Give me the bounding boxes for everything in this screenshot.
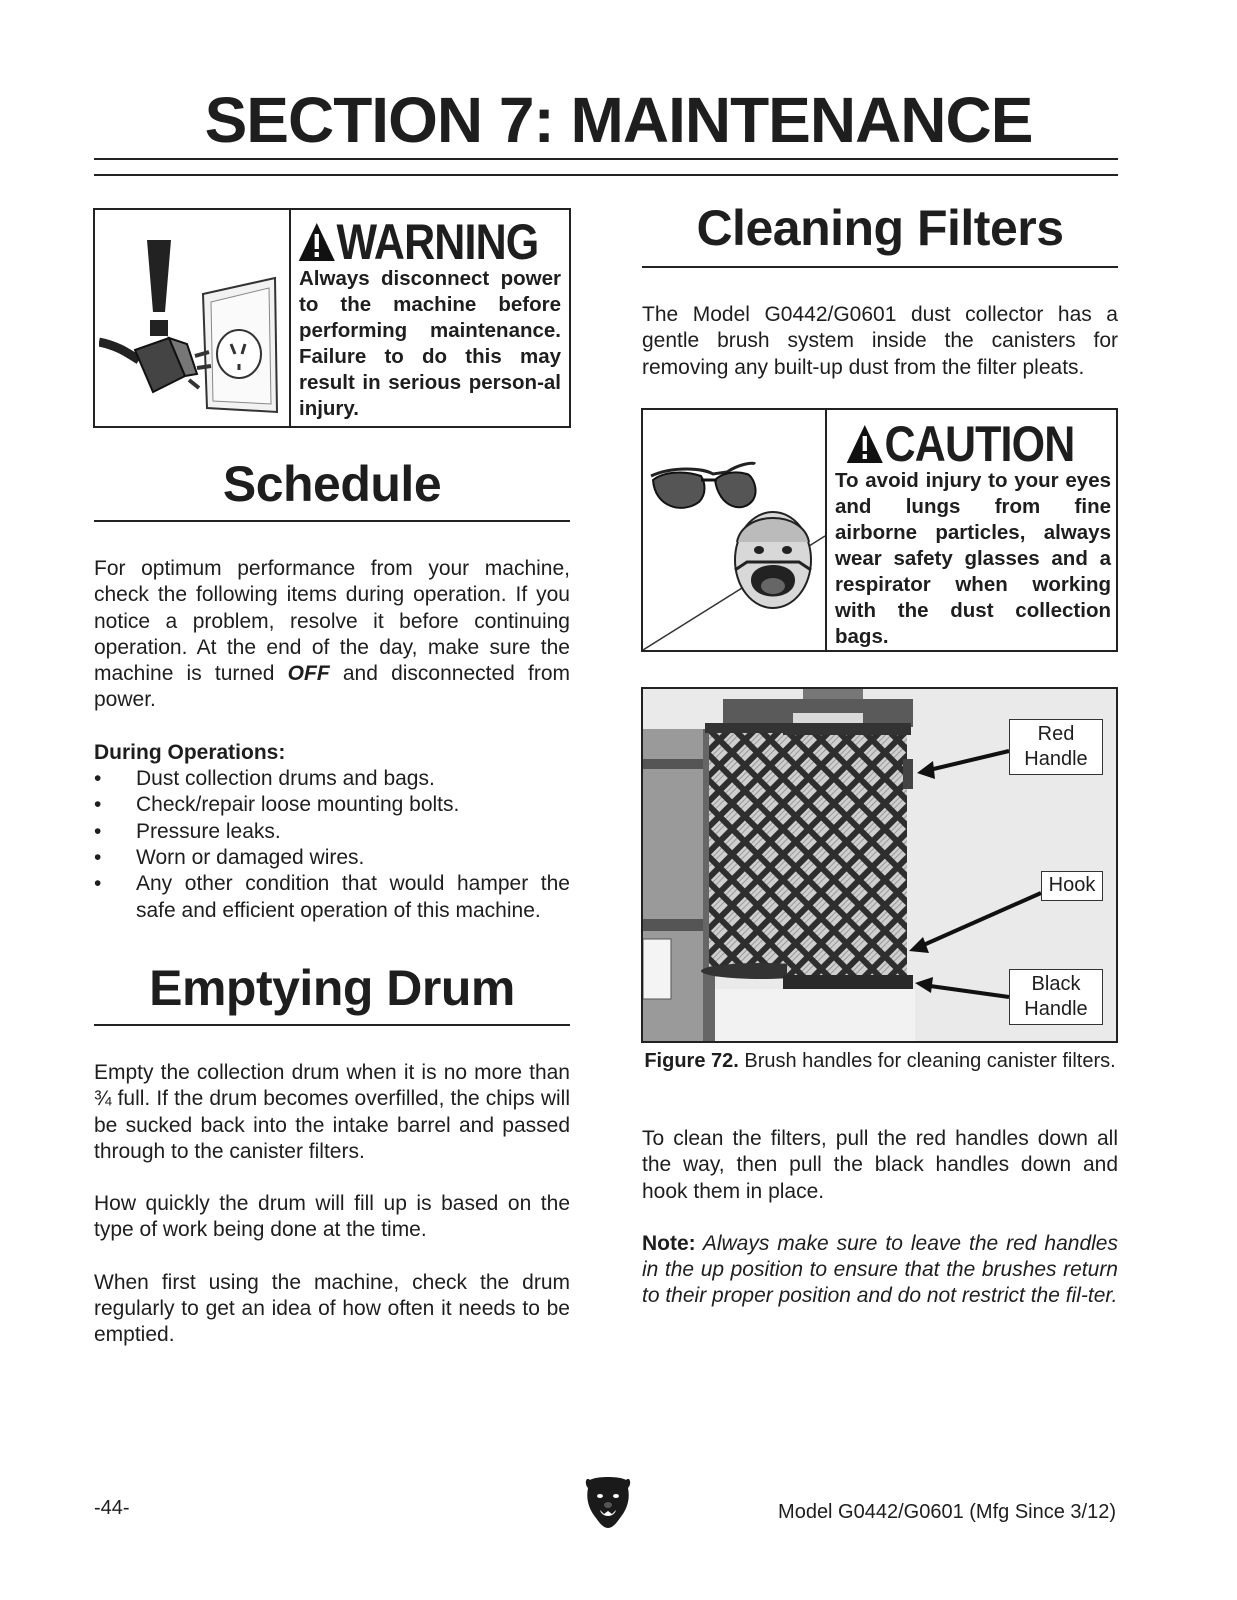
- cleaning-instructions: To clean the filters, pull the red handles down all the way, then pull the black handles down and hook them in place.: [642, 1127, 1118, 1203]
- cleaning-intro: The Model G0442/G0601 dust collector has a gentle brush system inside the canisters for removing any built-up dust from the filter pleats.: [642, 303, 1118, 379]
- cleaning-instructions-body: [642, 1126, 1118, 1336]
- grizzly-bear-logo: [584, 1474, 632, 1530]
- cleaning-filters-rule: [642, 266, 1118, 268]
- emptying-paragraph-2: How quickly the drum will fill up is based on the type of work being done at the time.: [94, 1192, 570, 1242]
- red-handle-label: Red Handle: [1009, 719, 1103, 775]
- hook-label: Hook: [1041, 871, 1103, 901]
- schedule-body: [94, 556, 570, 924]
- caution-box: [641, 408, 1118, 652]
- title-rule-bottom: [94, 174, 1118, 176]
- operations-checklist: [94, 766, 570, 924]
- figure-72-caption: Figure 72. Brush handles for cleaning canister filters.: [644, 1050, 1116, 1072]
- caution-signal-word: [845, 416, 1074, 472]
- list-item: • Dust collection drums and bags.: [94, 767, 435, 791]
- schedule-rule: [94, 520, 570, 522]
- emptying-drum-rule: [94, 1024, 570, 1026]
- during-operations-heading: During Operations:: [94, 740, 286, 764]
- safety-glasses-respirator-icon: [643, 410, 825, 650]
- title-rule-top: [94, 158, 1118, 160]
- list-item: • Pressure leaks.: [94, 819, 281, 843]
- list-item: • Worn or damaged wires.: [94, 845, 365, 869]
- off-emphasis: OFF: [287, 662, 330, 686]
- list-item: • Check/repair loose mounting bolts.: [94, 793, 460, 817]
- warning-signal-word: [297, 214, 538, 270]
- warning-box: [93, 208, 571, 428]
- model-footer: Model G0442/G0601 (Mfg Since 3/12): [778, 1501, 1116, 1523]
- page-number: -44-: [94, 1497, 130, 1519]
- cleaning-note: [642, 1231, 1118, 1310]
- schedule-intro: For optimum performance from your machine, check the following items during operation. If you notice a problem, resolve it before continuing operation. At the end of the day, make sure the machine is turned OFF and disconnected from power.: [94, 557, 571, 712]
- caution-triangle-icon: [845, 423, 885, 465]
- emptying-drum-body: [94, 1060, 570, 1375]
- section-title: SECTION 7: MAINTENANCE: [204, 84, 1033, 156]
- emptying-paragraph-3: When first using the machine, check the drum regularly to get an idea of how often it needs to be emptied.: [94, 1270, 570, 1347]
- exclamation-plug-outlet-icon: [99, 226, 285, 422]
- black-handle-label: Black Handle: [1009, 969, 1103, 1025]
- note-text: Always make sure to leave the red handles in the up position to ensure that the brushes return to their proper position and do not restrict the fil-ter.: [642, 1231, 1118, 1308]
- emptying-paragraph-1: Empty the collection drum when it is no more than ¾ full. If the drum becomes overfilled, the chips will be sucked back into the intake barrel and passed through to the canister filters.: [94, 1061, 570, 1163]
- emptying-drum-heading: Emptying Drum: [149, 960, 515, 1016]
- warning-triangle-icon: [297, 221, 337, 263]
- warning-label: WARNING: [336, 214, 539, 270]
- schedule-heading: Schedule: [222, 456, 442, 512]
- figure-72: [641, 687, 1118, 1043]
- cleaning-filters-heading: Cleaning Filters: [696, 200, 1064, 256]
- warning-text: Always disconnect power to the machine before performing maintenance. Failure to do this may result in serious person-al injury.: [299, 267, 561, 420]
- caution-text: To avoid injury to your eyes and lungs from fine airborne particles, always wear safety glasses and a respirator when working with the dust collection bags.: [835, 469, 1111, 648]
- note-label: Note:: [642, 1231, 696, 1255]
- list-item: • Any other condition that would hamper the safe and efficient operation of this machine.: [94, 872, 570, 922]
- caution-label: CAUTION: [884, 416, 1075, 472]
